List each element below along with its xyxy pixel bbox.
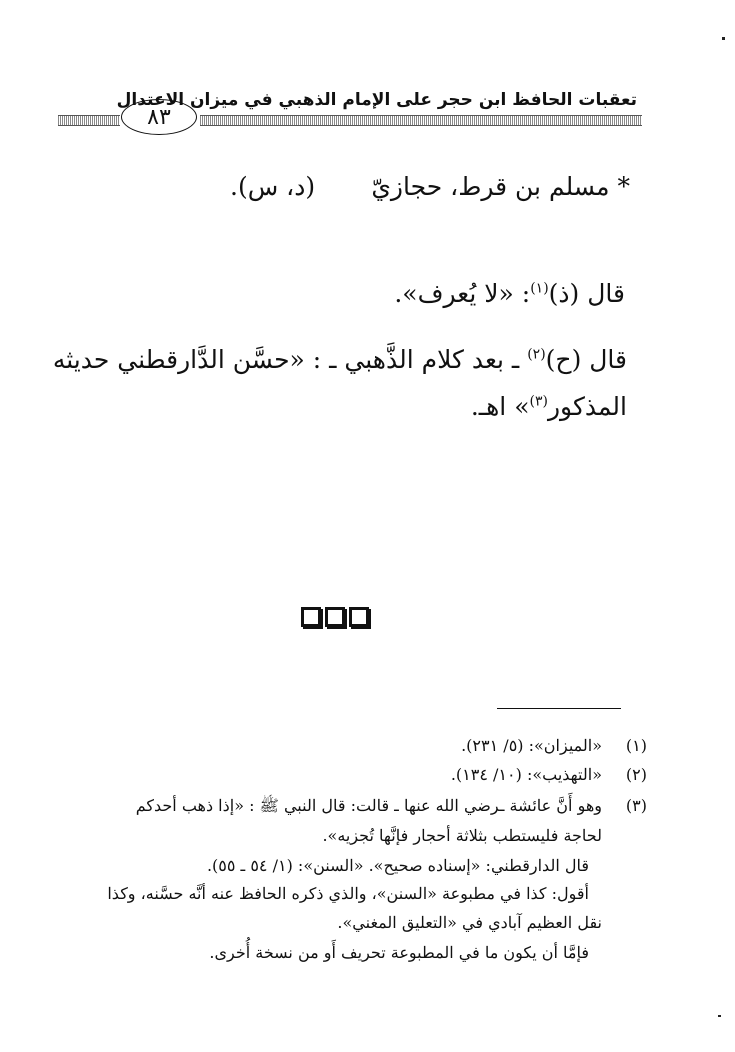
quote2-cont: المذكور	[547, 392, 627, 421]
narrator-name: * مسلم بن قرط، حجازيّ	[371, 172, 630, 201]
footnote-text: وهو أَنَّ عائشة ـرضي الله عنها ـ قالت: قال النبي ﷺ : «إذا ذهب أحدكم	[135, 796, 602, 815]
footnote-3-line: فإمَّا أن يكون ما في المطبوعة تحريف أَو من نسخة أُخرى.	[209, 943, 589, 962]
running-header-title: تعقبات الحافظ ابن حجر على الإمام الذهبي في ميزان الاعتدال	[116, 90, 637, 110]
quote2-prefix: قال (ح)	[545, 345, 627, 374]
narrator-codes: (د، س).	[230, 172, 316, 201]
footnote-ref-1[interactable]: (١)	[530, 280, 549, 297]
scan-speck	[722, 37, 725, 40]
end-box-mark	[325, 607, 345, 627]
quote2-end: » اهـ.	[470, 392, 530, 421]
footnote-3-line: قال الدارقطني: «إسناده صحيح». «السنن»: (١/ ٥٤ ـ ٥٥).	[206, 856, 589, 875]
quote1-text: : «لا يُعرف».	[394, 279, 531, 308]
footnote-text: «الميزان»: (٥/ ٢٣١).	[461, 736, 602, 755]
footnote-3-line: لحاجة فليستطب بثلاثة أحجار فإنَّها تُجزيه».	[322, 826, 602, 845]
footnote-number: (١)	[625, 736, 647, 755]
end-box-mark	[301, 607, 321, 627]
footnote-number: (٣)	[625, 796, 647, 815]
end-box-mark	[349, 607, 369, 627]
footnote-ref-2[interactable]: (٢)	[527, 346, 546, 363]
page-number	[121, 99, 197, 135]
footnote-text: «التهذيب»: (١٠/ ١٣٤).	[450, 765, 602, 784]
section-end-marks	[301, 607, 369, 627]
header-rule-left	[58, 115, 120, 126]
quote-dhahabi	[394, 279, 625, 308]
footnote-3-line: نقل العظيم آبادي في «التعليق المغني».	[337, 913, 602, 932]
footnote-3-line: أقول: كذا في مطبوعة «السنن»، والذي ذكره الحافظ عنه أنَّه حسَّنه، وكذا	[107, 884, 589, 903]
header-rule-right	[200, 115, 642, 126]
scan-speck	[718, 1015, 721, 1017]
quote1-prefix: قال (ذ)	[548, 279, 625, 308]
quote-hafiz-line2	[471, 392, 627, 421]
quote2-text: ـ بعد كلام الذَّهبي ـ : «حسَّن الدَّارقطني حديثه	[52, 345, 528, 374]
footnote-separator	[497, 708, 621, 709]
quote-hafiz-line1	[53, 345, 627, 374]
footnote-ref-3[interactable]: (٣)	[529, 393, 548, 410]
page-number-text: ٨٣	[147, 104, 171, 130]
footnote-number: (٢)	[625, 765, 647, 784]
